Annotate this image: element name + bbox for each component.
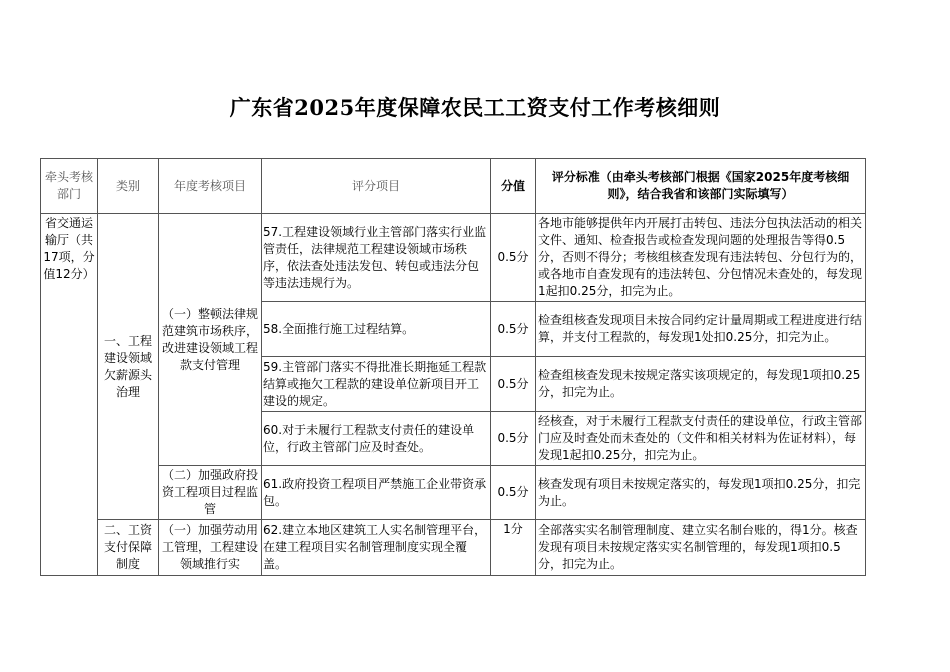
score-cell: 1分: [491, 520, 536, 576]
score-cell: 0.5分: [491, 357, 536, 412]
item-cell: 61.政府投资工程项目严禁施工企业带资承包。: [262, 466, 491, 520]
item-cell: 62.建立本地区建筑工人实名制管理平台，在建工程项目实名制管理制度实现全覆盖。: [262, 520, 491, 576]
header-category: 类别: [98, 159, 159, 214]
criteria-cell: 经核查，对于未履行工程款支付责任的建设单位，行政主管部门应及时查处而未查处的（文件和相关材料为佐证材料），每发现1起扣0.25分，扣完为止。: [536, 412, 866, 466]
criteria-cell: 检查组核查发现未按规定落实该项规定的，每发现1项扣0.25分，扣完为止。: [536, 357, 866, 412]
header-score: 分值: [491, 159, 536, 214]
table-row: [41, 520, 866, 576]
score-cell: 0.5分: [491, 214, 536, 302]
category-cell: 一、工程建设领域欠薪源头治理: [98, 214, 159, 520]
page-title: 广东省2025年度保障农民工工资支付工作考核细则: [229, 95, 721, 120]
score-cell: 0.5分: [491, 302, 536, 357]
category-cell: 二、工资支付保障制度: [98, 520, 159, 576]
project-cell: （一）整顿法律规范建筑市场秩序，改进建设领域工程款支付管理: [159, 214, 262, 466]
criteria-cell: 全部落实实名制管理制度、建立实名制台账的，得1分。核查发现有项目未按规定落实实名制管理的，每发现1项扣0.5分，扣完为止。: [536, 520, 866, 576]
criteria-cell: 各地市能够提供年内开展打击转包、违法分包执法活动的相关文件、通知、检查报告或检查发现问题的处理报告等得0.5分，否则不得分；考核组核查发现有违法转包、分包行为的，或各地市自查发现有的违法转包、分包情况未查处的，每发现1起扣0.25分，扣完为止。: [536, 214, 866, 302]
item-cell: 57.工程建设领域行业主管部门落实行业监管责任，法律规范工程建设领域市场秩序，依法查处违法发包、转包或违法分包等违法违规行为。: [262, 214, 491, 302]
criteria-cell: 检查组核查发现项目未按合同约定计量周期或工程进度进行结算，并支付工程款的，每发现1处扣0.25分，扣完为止。: [536, 302, 866, 357]
project-cell: （二）加强政府投资工程项目过程监管: [159, 466, 262, 520]
dept-cell: 省交通运输厅（共17项，分值12分）: [41, 214, 98, 576]
item-cell: 60.对于未履行工程款支付责任的建设单位，行政主管部门应及时查处。: [262, 412, 491, 466]
header-criteria: 评分标准（由牵头考核部门根据《国家2025年度考核细则》，结合我省和该部门实际填写）: [536, 159, 866, 214]
score-cell: 0.5分: [491, 466, 536, 520]
header-project: 年度考核项目: [159, 159, 262, 214]
header-dept: 牵头考核部门: [41, 159, 98, 214]
header-item: 评分项目: [262, 159, 491, 214]
item-cell: 59.主管部门落实不得批准长期拖延工程款结算或拖欠工程款的建设单位新项目开工建设的规定。: [262, 357, 491, 412]
score-cell: 0.5分: [491, 412, 536, 466]
table-row: [41, 214, 866, 302]
item-cell: 58.全面推行施工过程结算。: [262, 302, 491, 357]
table-row: [41, 466, 866, 520]
header-row: [41, 159, 866, 214]
project-cell: （一）加强劳动用工管理，工程建设领域推行实: [159, 520, 262, 576]
criteria-cell: 核查发现有项目未按规定落实的，每发现1项扣0.25分，扣完为止。: [536, 466, 866, 520]
assessment-table: [40, 158, 866, 576]
